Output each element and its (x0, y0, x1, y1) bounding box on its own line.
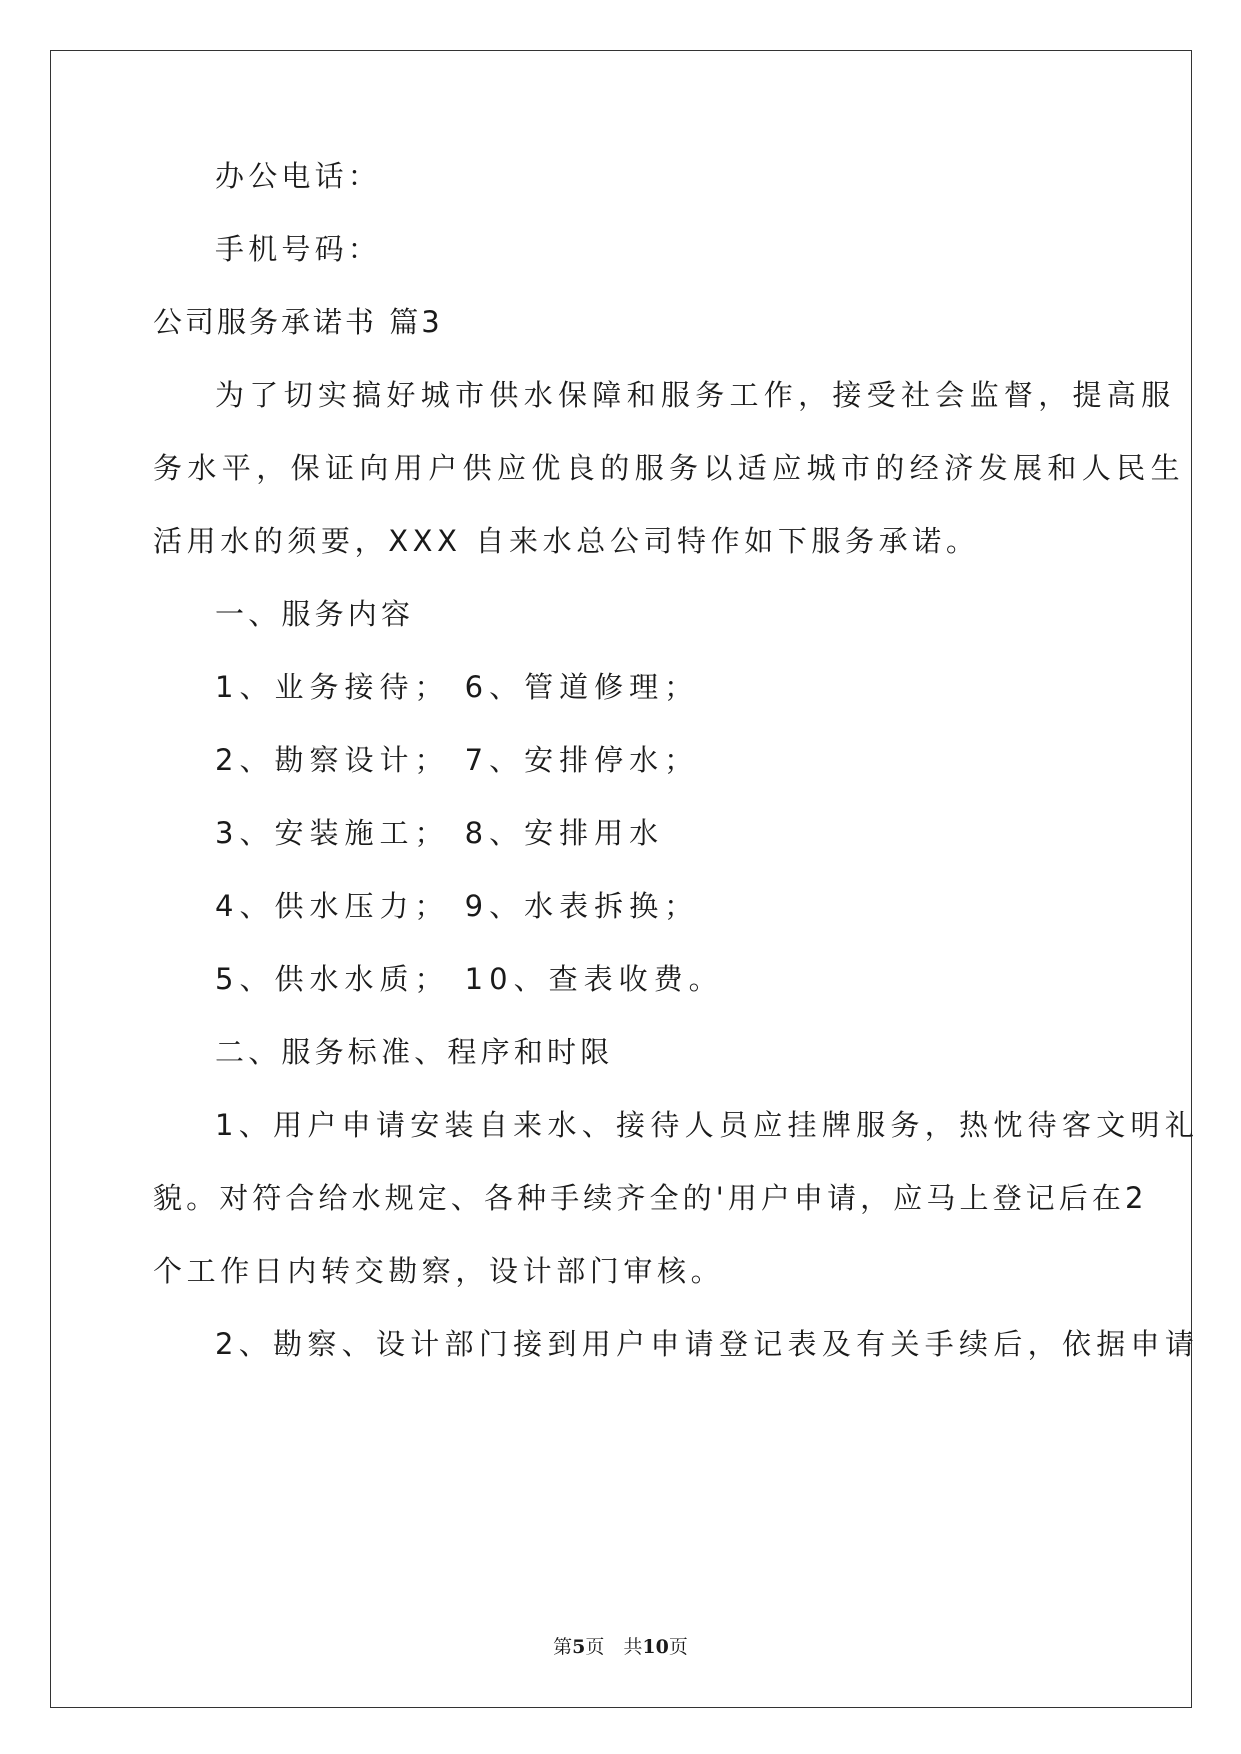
intro-paragraph-line-3: 活用水的须要，XXX 自来水总公司特作如下服务承诺。 (153, 524, 980, 558)
list-item: 4、供水压力； 9、水表拆换； (215, 889, 700, 923)
list-item: 3、安装施工； 8、安排用水 (215, 816, 665, 850)
list-item: 5、供水水质； 10、查表收费。 (215, 962, 724, 996)
list-item: 2、勘察设计； 7、安排停水； (215, 743, 700, 777)
paragraph-2-line-1: 2、勘察、设计部门接到用户申请登记表及有关手续后，依据申请 (215, 1327, 1200, 1361)
footer-suffix: 页 (668, 1636, 688, 1658)
office-phone-label: 办公电话： (215, 159, 382, 193)
list-item: 1、业务接待； 6、管道修理； (215, 670, 700, 704)
intro-paragraph-line-2: 务水平，保证向用户供应优良的服务以适应城市的经济发展和人民生 (153, 451, 1186, 485)
footer-middle: 页 共 (585, 1636, 643, 1658)
section-title: 公司服务承诺书 篇3 (153, 305, 443, 339)
footer-page-number: 5 (572, 1636, 586, 1658)
paragraph-1-line-2: 貌。对符合给水规定、各种手续齐全的'用户申请，应马上登记后在2 (153, 1181, 1148, 1215)
mobile-phone-label: 手机号码： (215, 232, 382, 266)
footer-total-pages: 10 (642, 1636, 669, 1658)
page-footer (0, 1632, 1241, 1659)
intro-paragraph-line-1: 为了切实搞好城市供水保障和服务工作，接受社会监督，提高服 (215, 378, 1176, 412)
paragraph-1-line-1: 1、用户申请安装自来水、接待人员应挂牌服务，热忱待客文明礼 (215, 1108, 1200, 1142)
heading-service-standards: 二、服务标准、程序和时限 (215, 1035, 614, 1069)
heading-service-content: 一、服务内容 (215, 597, 415, 631)
footer-prefix: 第 (553, 1636, 573, 1658)
page-border (50, 50, 1192, 1708)
paragraph-1-line-3: 个工作日内转交勘察，设计部门审核。 (153, 1254, 725, 1288)
